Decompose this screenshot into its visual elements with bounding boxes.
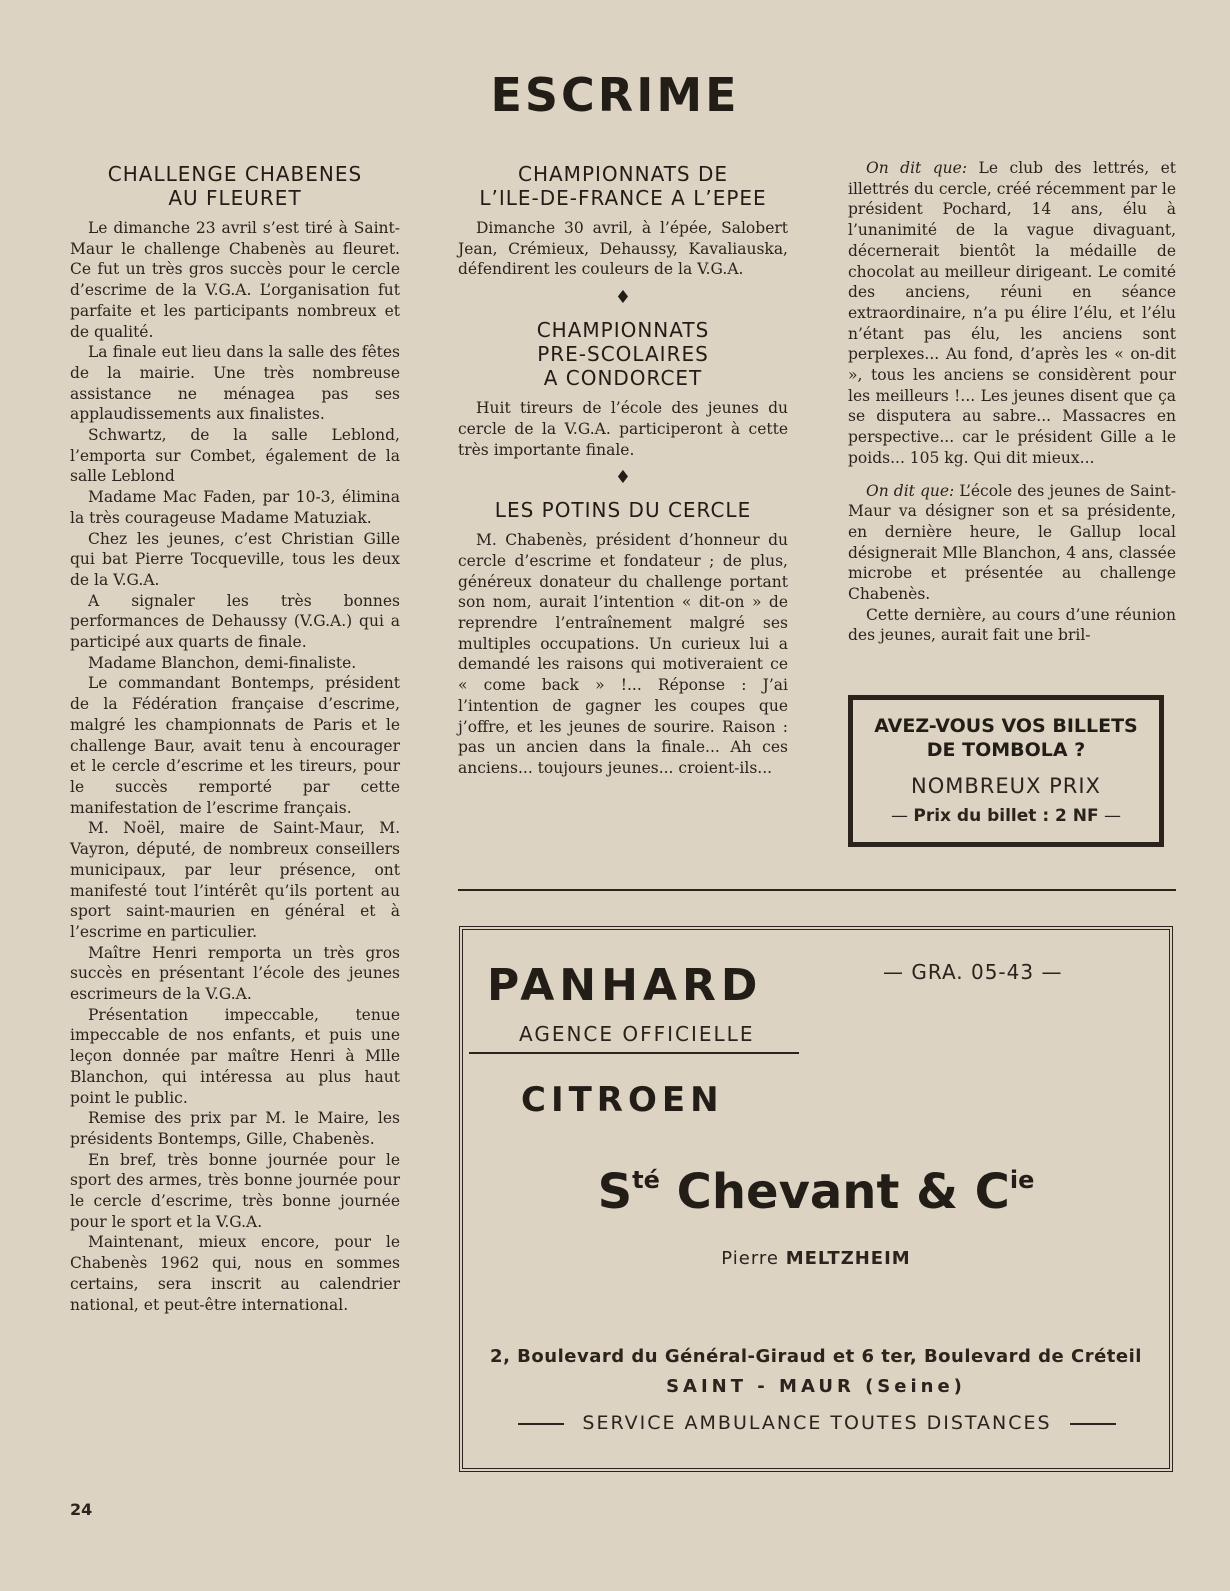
paragraph: Remise des prix par M. le Maire, les présidents Bontemps, Gille, Chabenès. <box>70 1109 400 1148</box>
column-right <box>848 158 1176 646</box>
tombola-price-text: Prix du billet : 2 NF <box>913 806 1099 826</box>
owner-first-name: Pierre <box>721 1248 779 1269</box>
paragraph <box>848 481 1176 605</box>
article-challenge-chabenes <box>70 158 400 1315</box>
heading-line: A CONDORCET <box>543 366 703 391</box>
on-dit-label: On dit que: <box>866 481 955 500</box>
paragraph: Chez les jeunes, c’est Christian Gille qui bat Pierre Tocqueville, tous les deux de la V.G.A. <box>70 529 400 589</box>
horizontal-rule <box>458 889 1176 891</box>
owner-last-name: MELTZHEIM <box>785 1248 911 1269</box>
paragraph: Madame Blanchon, demi-finaliste. <box>88 653 357 672</box>
company-part: S <box>597 1164 633 1220</box>
tombola-price: — Prix du billet : 2 NF — <box>890 806 1122 826</box>
paragraph: La finale eut lieu dans la salle des fêtes de la mairie. Une très nombreuse assistance ne ménagea pas ses applaudissements aux finalistes. <box>70 343 400 424</box>
tombola-line: DE TOMBOLA ? <box>926 739 1086 761</box>
brand-underline <box>469 1052 799 1054</box>
paragraph: Maître Henri remporta un très gros succès en présentant l’école des jeunes escrimeurs de la V.G.A. <box>70 943 400 1004</box>
article-heading <box>458 162 788 210</box>
company-sup: ie <box>1009 1166 1035 1194</box>
city: SAINT - MAUR (Seine) <box>666 1376 966 1397</box>
page-title: ESCRIME <box>490 68 740 122</box>
paragraph: Cette dernière, au cours d’une réunion des jeunes, aurait fait une bril- <box>848 605 1176 645</box>
owner-name <box>463 1248 1169 1269</box>
tombola-question <box>853 714 1159 762</box>
heading-line: PRE-SCOLAIRES <box>537 342 709 367</box>
agence-officielle: AGENCE OFFICIELLE <box>519 1022 755 1046</box>
paragraph <box>848 158 1176 469</box>
brand-citroen: CITROEN <box>521 1080 724 1120</box>
tombola-prizes: NOMBREUX PRIX <box>911 774 1101 798</box>
advertisement-box <box>459 926 1173 1472</box>
service-line <box>477 1412 1157 1434</box>
service-text: SERVICE AMBULANCE TOUTES DISTANCES <box>582 1412 1052 1434</box>
column-middle <box>458 158 788 779</box>
heading-line: CHAMPIONNATS <box>536 318 710 343</box>
diamond-separator-icon: ♦ <box>614 287 632 309</box>
paragraph: En bref, très bonne journée pour le sport des armes, très bonne journée pour le cercle d’escrime, très bonne journée pour le sport et la V.G.A. <box>70 1150 400 1231</box>
brand-panhard: PANHARD <box>487 960 763 1011</box>
paragraph: M. Noël, maire de Saint-Maur, M. Vayron, député, de nombreux conseillers municipaux, par leur présence, ont manifesté tout l’intérêt qu’ils portent au sport saint-maurien en général et à l’escrime en particulier. <box>70 819 400 941</box>
paragraph-text: L’école des jeunes de Saint-Maur va désigner son et sa présidente, en dernière heure, le Gallup local désignerait Mlle Blanchon, 4 ans, classée microbe et présentée au challenge Chabenès. <box>848 481 1177 604</box>
article-heading <box>458 318 788 390</box>
address: 2, Boulevard du Général-Giraud et 6 ter, Boulevard de Créteil <box>490 1346 1142 1367</box>
company-part: Chevant & C <box>659 1164 1010 1220</box>
page-number: 24 <box>70 1500 93 1519</box>
paragraph: A signaler les très bonnes performances de Dehaussy (V.G.A.) qui a participé aux quarts de finale. <box>70 591 400 652</box>
paragraph: Le commandant Bontemps, président de la Fédération française d’escrime, malgré les championnats de Paris et le challenge Baur, avait tenu à encourager et le cercle d’escrime et les tireurs, pour le succès remporté par cette manifestation de l’escrime français. <box>70 674 400 817</box>
company-name <box>463 1164 1169 1220</box>
paragraph: Maintenant, mieux encore, pour le Chabenès 1962 qui, nous en sommes certains, sera inscrit au calendrier national, et peut-être international. <box>70 1233 400 1314</box>
article-heading <box>70 162 400 210</box>
divider <box>518 1423 564 1425</box>
article-heading: LES POTINS DU CERCLE <box>494 498 752 523</box>
company-sup: té <box>632 1166 660 1194</box>
paragraph: Madame Mac Faden, par 10-3, élimina la très courageuse Madame Matuziak. <box>70 488 400 527</box>
heading-line: CHALLENGE CHABENES <box>107 162 363 186</box>
paragraph: Dimanche 30 avril, à l’épée, Salobert Jean, Crémieux, Dehaussy, Kavaliauska, défendirent les couleurs de la V.G.A. <box>458 219 788 279</box>
heading-line: L’ILE-DE-FRANCE A L’EPEE <box>479 186 767 210</box>
tombola-box <box>848 695 1164 847</box>
paragraph: Huit tireurs de l’école des jeunes du cercle de la V.G.A. participeront à cette très importante finale. <box>458 399 788 459</box>
phone-number: — GRA. 05-43 — <box>883 960 1063 984</box>
heading-line: AU FLEURET <box>168 186 302 210</box>
paragraph: Schwartz, de la salle Leblond, l’emporta sur Combet, également de la salle Leblond <box>70 426 400 486</box>
paragraph: Le dimanche 23 avril s’est tiré à Saint-Maur le challenge Chabenès au fleuret. Ce fut un très gros succès pour le cercle d’escrime de la V.G.A. L’organisation fut parfaite et les participants nombreux et de qualité. <box>70 219 400 341</box>
paragraph-text: Le club des lettrés, et illettrés du cercle, créé récemment par le président Pochard, 14 ans, élu à l’unanimité de la vague divaguant, décernerait bientôt la médaille de chocolat au meilleur dirigeant. Le comité des anciens, réuni en séance extraordinaire, n’a pu élire l’élu, et l’élu n’étant pas élu, les anciens sont perplexes... Au fond, d’après les « on-dit », tous les anciens se considèrent pour les meilleurs !... Les jeunes disent que ça se disputera au sabre... Massacres en perspective... car le président Gille a le poids... 105 kg. Qui dit mieux... <box>848 159 1177 467</box>
paragraph: Présentation impeccable, tenue impeccable de nos enfants, et puis une leçon donnée par maître Henri à Mlle Blanchon, qui intéressa au plus haut point le public. <box>70 1005 400 1107</box>
on-dit-label: On dit que: <box>866 159 968 177</box>
heading-line: CHAMPIONNATS DE <box>518 162 728 186</box>
divider <box>1070 1423 1116 1425</box>
paragraph: M. Chabenès, président d’honneur du cercle d’escrime et fondateur ; de plus, généreux donateur du challenge portant son nom, aurait l’intention « dit-on » de reprendre l’entraînement malgré ses multiples occupations. Un curieux lui a demandé les raisons qui motiveraient ce « come back » !... Réponse : J’ai l’intention de gagner les coupes que j’offre, et les jeunes de sourire. Raison : pas un ancien dans la finale... Ah ces anciens... toujours jeunes... croient-ils... <box>458 531 788 777</box>
diamond-separator-icon: ♦ <box>614 467 632 489</box>
tombola-line: AVEZ-VOUS VOS BILLETS <box>874 715 1138 737</box>
